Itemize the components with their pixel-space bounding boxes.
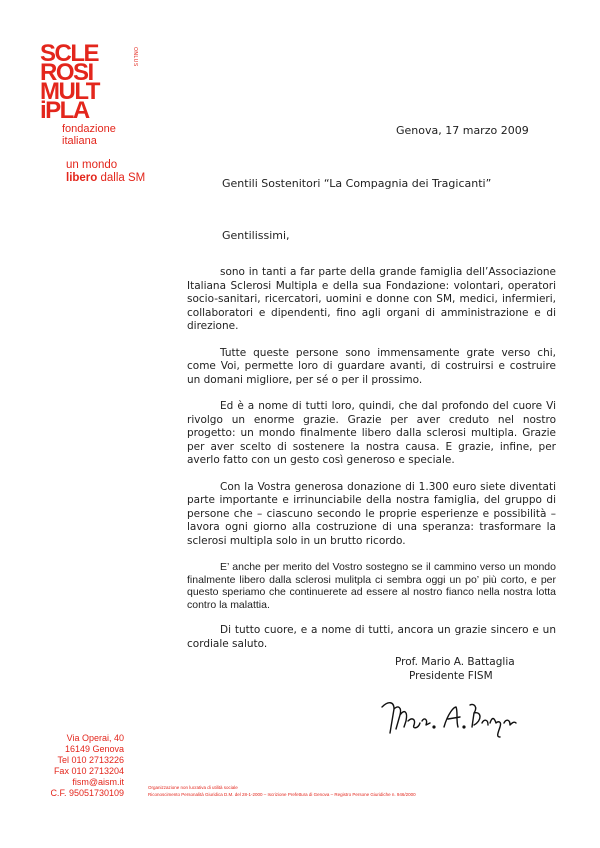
letter-recipient: Gentili Sostenitori “La Compagnia dei Tragicanti” — [222, 177, 492, 190]
logo-line-4: iPLA — [40, 97, 89, 124]
footer-address — [40, 733, 124, 799]
logo-onlus: ONLUS — [132, 47, 138, 67]
footer-legal — [148, 785, 416, 798]
fism-logo — [40, 40, 150, 147]
tagline-line-1: un mondo — [66, 159, 118, 171]
tagline — [66, 159, 145, 185]
paragraph-6: Di tutto cuore, e a nome di tutti, ancora un grazie sincero e un cordiale saluto. — [187, 624, 556, 650]
logo-line-3: MULT — [40, 78, 99, 105]
legal-line-2: Riconoscimento Personalità Giuridica D.M. del 28-1-2000 – Iscrizione Prefettura di Genova – Registro Persone Giuridiche n. 946/2000 — [148, 791, 416, 797]
logo-fondazione-line-1: fondazione — [62, 123, 116, 135]
tagline-rest: dalla SM — [97, 172, 146, 184]
signer-title: Presidente FISM — [409, 670, 493, 682]
logo-line-2: ROSI — [40, 59, 93, 86]
handwritten-signature — [378, 693, 528, 741]
paragraph-3: Ed è a nome di tutti loro, quindi, che dal profondo del cuore Vi rivolgo un enorme grazie. Grazie per aver creduto nel nostro progetto: un mondo finalmente libero dalla sclerosi multipla. Grazie per aver scelto di sostenere la nostra causa. E grazie, infine, per averlo fatto con un gesto così generoso e speciale. — [187, 400, 556, 466]
tagline-line-2 — [66, 172, 145, 185]
paragraph-1: sono in tanti a far parte della grande famiglia dell’Associazione Italiana Sclerosi Multipla e della sua Fondazione: volontari, operatori socio-sanitari, ricercatori, uomini e donne con SM, medici, infermieri, collaboratori e dipendenti, fino agli organi di amministrazione e di direzione. — [187, 266, 556, 332]
address-street: Via Operai, 40 — [66, 733, 124, 743]
address-city: 16149 Genova — [64, 744, 124, 754]
paragraph-2: Tutte queste persone sono immensamente grate verso chi, come Voi, permette loro di guardare avanti, di costruirsi e costruire un domani migliore, per sé o per il prossimo. — [187, 346, 556, 386]
paragraph-5: E’ anche per merito del Vostro sostegno se il cammino verso un mondo finalmente libero dalla sclerosi mulitpla ci sembra oggi un po’ più corto, e per questo speriamo che continuerete ad essere al nostro fianco nella nostra lotta contro la malattia. — [187, 561, 556, 611]
address-email: fism@aism.it — [72, 777, 124, 787]
paragraph-4: Con la Vostra generosa donazione di 1.300 euro siete diventati parte importante e irrinunciabile della nostra famiglia, del gruppo di persone che – ciascuno secondo le proprie esperienze e possibilità – lavora ogni giorno alla costruzione di una speranza: trasformare la sclerosi multipla solo in un brutto ricordo. — [187, 480, 556, 547]
tagline-bold: libero — [66, 172, 98, 184]
letter-salutation: Gentilissimi, — [222, 229, 290, 242]
logo-line-1: SCLE — [40, 40, 99, 67]
logo-fondazione-line-2: italiana — [62, 135, 97, 147]
logo-fondazione — [40, 123, 150, 147]
signer-name: Prof. Mario A. Battaglia — [395, 656, 515, 668]
letter-body — [187, 266, 556, 664]
address-fax: Fax 010 2713204 — [53, 766, 124, 776]
address-cf: C.F. 95051730109 — [50, 788, 124, 798]
legal-line-1: Organizzazione non lucrativa di utilità sociale — [148, 785, 238, 790]
address-tel: Tel 010 2713226 — [57, 755, 124, 765]
letter-date: Genova, 17 marzo 2009 — [396, 124, 529, 137]
signature-block — [395, 655, 515, 683]
